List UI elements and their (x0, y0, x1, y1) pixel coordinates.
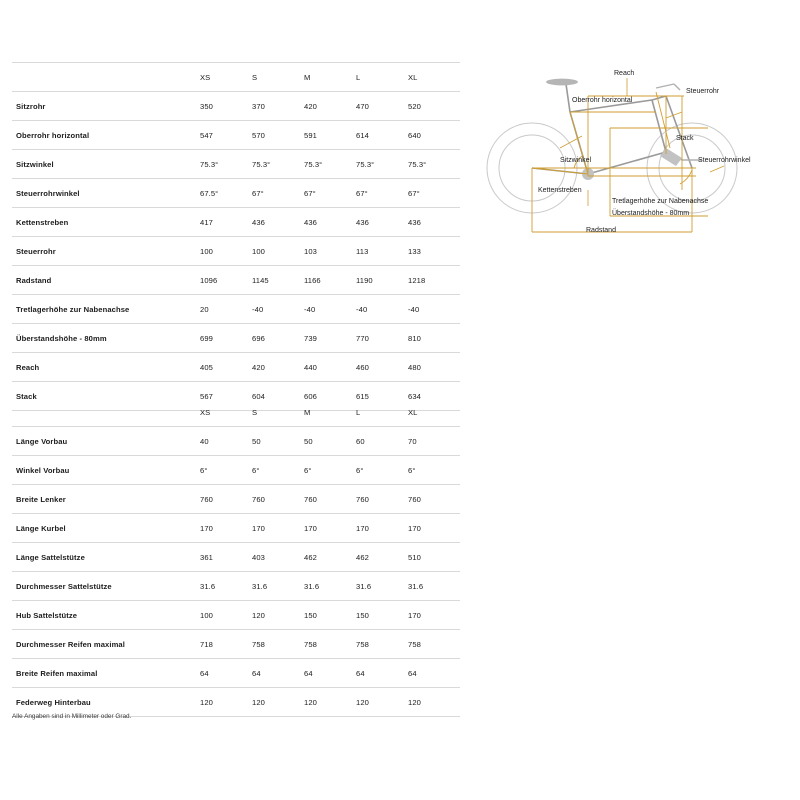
row-label: Sitzwinkel (12, 150, 200, 179)
cell-value: 120 (200, 688, 252, 717)
row-label: Breite Reifen maximal (12, 659, 200, 688)
row-label: Hub Sattelstütze (12, 601, 200, 630)
table-row (12, 543, 460, 572)
table-row (12, 208, 460, 237)
row-label: Stack (12, 382, 200, 411)
cell-value: 170 (356, 514, 408, 543)
cell-value: 70 (408, 427, 460, 456)
table-row (12, 121, 460, 150)
cell-value: 615 (356, 382, 408, 411)
cell-value: 405 (200, 353, 252, 382)
row-label: Sitzrohr (12, 92, 200, 121)
label-sitzwinkel: Sitzwinkel (560, 157, 592, 164)
cell-value: 67° (304, 179, 356, 208)
cell-value: 370 (252, 92, 304, 121)
column-header-xl: XL (408, 63, 460, 92)
cell-value: 696 (252, 324, 304, 353)
cell-value: 614 (356, 121, 408, 150)
cell-value: 436 (304, 208, 356, 237)
cell-value: 606 (304, 382, 356, 411)
row-label: Radstand (12, 266, 200, 295)
cell-value: 120 (252, 601, 304, 630)
cell-value: 420 (304, 92, 356, 121)
cell-value: 113 (356, 237, 408, 266)
row-label: Durchmesser Sattelstütze (12, 572, 200, 601)
cell-value: 567 (200, 382, 252, 411)
cell-value: 760 (356, 485, 408, 514)
cell-value: 75.3° (408, 150, 460, 179)
cell-value: 462 (304, 543, 356, 572)
cell-value: 591 (304, 121, 356, 150)
cell-value: 31.6 (408, 572, 460, 601)
cell-value: 67.5° (200, 179, 252, 208)
cell-value: 460 (356, 353, 408, 382)
table-row (12, 485, 460, 514)
cell-value: 31.6 (356, 572, 408, 601)
cell-value: 100 (252, 237, 304, 266)
column-header-s: S (252, 63, 304, 92)
row-label: Länge Sattelstütze (12, 543, 200, 572)
table-header-row (12, 63, 460, 92)
table-row (12, 324, 460, 353)
label-oberrohr: Oberrohr horizontal (572, 97, 633, 104)
cell-value: 604 (252, 382, 304, 411)
table-row (12, 295, 460, 324)
label-steuerrohr: Steuerrohr (686, 88, 720, 95)
cell-value: -40 (252, 295, 304, 324)
row-label: Kettenstreben (12, 208, 200, 237)
column-header-blank (12, 63, 200, 92)
cell-value: 64 (304, 659, 356, 688)
cell-value: 75.3° (252, 150, 304, 179)
table-row (12, 266, 460, 295)
column-header-xl: XL (408, 398, 460, 427)
row-label: Länge Kurbel (12, 514, 200, 543)
cell-value: 760 (408, 485, 460, 514)
cell-value: 50 (252, 427, 304, 456)
cell-value: 67° (356, 179, 408, 208)
cell-value: 170 (408, 514, 460, 543)
cell-value: 350 (200, 92, 252, 121)
cell-value: 31.6 (252, 572, 304, 601)
column-header-m: M (304, 63, 356, 92)
label-stack: Stack (676, 135, 694, 142)
table-row (12, 456, 460, 485)
cell-value: 436 (356, 208, 408, 237)
cell-value: 100 (200, 237, 252, 266)
column-header-m: M (304, 398, 356, 427)
cell-value: 699 (200, 324, 252, 353)
cell-value: 120 (408, 688, 460, 717)
row-label: Steuerrohrwinkel (12, 179, 200, 208)
table-row (12, 150, 460, 179)
cell-value: 739 (304, 324, 356, 353)
cell-value: 75.3° (304, 150, 356, 179)
geometry-table (12, 62, 460, 411)
cell-value: 758 (408, 630, 460, 659)
cell-value: 718 (200, 630, 252, 659)
cell-value: 170 (200, 514, 252, 543)
label-kettenstreben: Kettenstreben (538, 187, 582, 194)
row-label: Winkel Vorbau (12, 456, 200, 485)
cell-value: 1145 (252, 266, 304, 295)
cell-value: 760 (252, 485, 304, 514)
cell-value: 120 (252, 688, 304, 717)
cell-value: 436 (252, 208, 304, 237)
table-row (12, 572, 460, 601)
bike-geometry-diagram (470, 40, 790, 270)
label-reach: Reach (614, 70, 635, 77)
column-header-l: L (356, 398, 408, 427)
cell-value: 770 (356, 324, 408, 353)
row-label: Breite Lenker (12, 485, 200, 514)
cell-value: -40 (304, 295, 356, 324)
cell-value: 103 (304, 237, 356, 266)
cell-value: 67° (408, 179, 460, 208)
label-radstand: Radstand (586, 227, 616, 234)
row-label: Steuerrohr (12, 237, 200, 266)
column-header-l: L (356, 63, 408, 92)
cell-value: -40 (356, 295, 408, 324)
cell-value: 361 (200, 543, 252, 572)
cell-value: 60 (356, 427, 408, 456)
cell-value: 120 (356, 688, 408, 717)
table-row (12, 427, 460, 456)
footnote: Alle Angaben sind in Millimeter oder Grad. (12, 713, 132, 720)
cell-value: 64 (200, 659, 252, 688)
cell-value: 760 (200, 485, 252, 514)
cell-value: 170 (304, 514, 356, 543)
cell-value: 170 (408, 601, 460, 630)
column-header-s: S (252, 398, 304, 427)
row-label: Länge Vorbau (12, 427, 200, 456)
cell-value: 75.3° (200, 150, 252, 179)
table-row (12, 92, 460, 121)
cell-value: 100 (200, 601, 252, 630)
cell-value: 1190 (356, 266, 408, 295)
cell-value: 6° (252, 456, 304, 485)
cell-value: 758 (304, 630, 356, 659)
row-label: Durchmesser Reifen maximal (12, 630, 200, 659)
cell-value: 403 (252, 543, 304, 572)
table-row (12, 601, 460, 630)
cell-value: 1096 (200, 266, 252, 295)
cell-value: 31.6 (304, 572, 356, 601)
cell-value: -40 (408, 295, 460, 324)
cell-value: 150 (356, 601, 408, 630)
cell-value: 462 (356, 543, 408, 572)
cell-value: 634 (408, 382, 460, 411)
cell-value: 520 (408, 92, 460, 121)
cell-value: 420 (252, 353, 304, 382)
table-row (12, 353, 460, 382)
cell-value: 436 (408, 208, 460, 237)
cell-value: 67° (252, 179, 304, 208)
cell-value: 6° (408, 456, 460, 485)
label-steuerrohrwinkel: Steuerrohrwinkel (698, 157, 751, 164)
column-header-xs: XS (200, 398, 252, 427)
cell-value: 417 (200, 208, 252, 237)
cell-value: 40 (200, 427, 252, 456)
cell-value: 20 (200, 295, 252, 324)
table-row (12, 659, 460, 688)
table-header-row (12, 398, 460, 427)
row-label: Oberrohr horizontal (12, 121, 200, 150)
cell-value: 75.3° (356, 150, 408, 179)
cell-value: 6° (356, 456, 408, 485)
cell-value: 6° (304, 456, 356, 485)
cell-value: 64 (252, 659, 304, 688)
label-ueberstand: Überstandshöhe - 80mm (612, 210, 690, 217)
cell-value: 758 (356, 630, 408, 659)
cell-value: 1166 (304, 266, 356, 295)
row-label: Überstandshöhe - 80mm (12, 324, 200, 353)
cell-value: 1218 (408, 266, 460, 295)
cell-value: 510 (408, 543, 460, 572)
table-row (12, 237, 460, 266)
column-header-blank (12, 398, 200, 427)
cell-value: 480 (408, 353, 460, 382)
cell-value: 64 (356, 659, 408, 688)
cell-value: 758 (252, 630, 304, 659)
cell-value: 170 (252, 514, 304, 543)
cell-value: 150 (304, 601, 356, 630)
cell-value: 640 (408, 121, 460, 150)
cell-value: 120 (304, 688, 356, 717)
table-row (12, 630, 460, 659)
cell-value: 133 (408, 237, 460, 266)
cell-value: 50 (304, 427, 356, 456)
table-row (12, 514, 460, 543)
cell-value: 470 (356, 92, 408, 121)
column-header-xs: XS (200, 63, 252, 92)
cell-value: 31.6 (200, 572, 252, 601)
label-tretlager: Tretlagerhöhe zur Nabenachse (612, 198, 709, 205)
cell-value: 570 (252, 121, 304, 150)
cell-value: 6° (200, 456, 252, 485)
components-table (12, 398, 460, 717)
row-label: Federweg Hinterbau (12, 688, 200, 717)
cell-value: 547 (200, 121, 252, 150)
table-row (12, 179, 460, 208)
cell-value: 760 (304, 485, 356, 514)
row-label: Tretlagerhöhe zur Nabenachse (12, 295, 200, 324)
row-label: Reach (12, 353, 200, 382)
cell-value: 810 (408, 324, 460, 353)
cell-value: 64 (408, 659, 460, 688)
cell-value: 440 (304, 353, 356, 382)
